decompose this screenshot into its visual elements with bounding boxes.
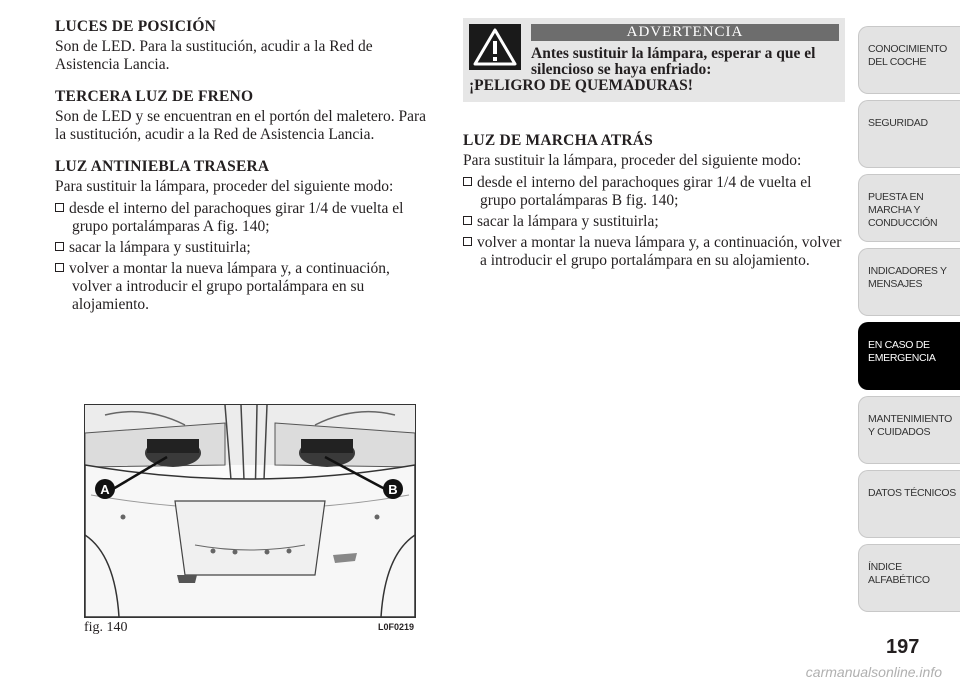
tab-puesta-en-marcha[interactable]: PUESTA EN MARCHA Y CONDUCCIÓN (858, 174, 960, 242)
figure-number: fig. 140 (84, 620, 128, 635)
steps-list (55, 200, 427, 314)
checkbox-bullet-icon (463, 177, 472, 186)
tab-indicadores-y-mensajes[interactable]: INDICADORES Y MENSAJES (858, 248, 960, 316)
section-rear-fog-light (55, 158, 427, 314)
section-title: LUCES DE POSICIÓN (55, 18, 217, 35)
list-item: volver a montar la nueva lámpara y, a continuación, volver a introducir el grupo portalámpara en su alojamiento. (463, 234, 845, 270)
section-position-lights (55, 18, 427, 74)
list-item: volver a montar la nueva lámpara y, a continuación, volver a introducir el grupo portalámpara en su alojamiento. (55, 260, 427, 314)
checkbox-bullet-icon (55, 242, 64, 251)
list-item: sacar la lámpara y sustituirla; (55, 239, 427, 257)
tab-mantenimiento-y-cuidados[interactable]: MANTENIMIENTO Y CUIDADOS (858, 396, 960, 464)
section-body: Para sustituir la lámpara, proceder del siguiente modo: (463, 152, 802, 169)
section-body: Para sustituir la lámpara, proceder del siguiente modo: (55, 178, 394, 195)
warning-text: Antes sustituir la lámpara, esperar a que el silencioso se haya enfriado: ¡PELIGRO DE QUEMADURAS! (469, 45, 816, 94)
tab-datos-tecnicos[interactable]: DATOS TÉCNICOS (858, 470, 960, 538)
list-item: desde el interno del parachoques girar 1/4 de vuelta el grupo portalámparas A fig. 140; (55, 200, 427, 236)
callout-label-b: B (388, 482, 398, 497)
figure-rear-bumper-illustration (84, 404, 416, 618)
section-body: Son de LED y se encuentran en el portón del maletero. Para la sustitución, acudir a la Red de Asistencia Lancia. (55, 108, 427, 143)
watermark: carmanualsonline.info (805, 664, 942, 680)
page-number: 197 (886, 636, 920, 658)
tab-conocimiento-del-coche[interactable]: CONOCIMIENTO DEL COCHE (858, 26, 960, 94)
tab-indice-alfabetico[interactable]: ÍNDICE ALFABÉTICO (858, 544, 960, 612)
figure-code: L0F0219 (377, 622, 414, 632)
checkbox-bullet-icon (55, 203, 64, 212)
checkbox-bullet-icon (55, 263, 64, 272)
list-item: sacar la lámpara y sustituirla; (463, 213, 845, 231)
section-title: LUZ ANTINIEBLA TRASERA (55, 158, 270, 175)
section-title: LUZ DE MARCHA ATRÁS (463, 132, 653, 149)
section-reverse-light (463, 132, 845, 270)
warning-title: ADVERTENCIA (531, 24, 839, 41)
section-third-brake-light (55, 88, 427, 144)
checkbox-bullet-icon (463, 237, 472, 246)
steps-list (463, 174, 845, 270)
section-title: TERCERA LUZ DE FRENO (55, 88, 254, 105)
figure-caption (84, 620, 414, 636)
warning-triangle-icon (469, 24, 521, 70)
list-item: desde el interno del parachoques girar 1/4 de vuelta el grupo portalámparas B fig. 140; (463, 174, 845, 210)
checkbox-bullet-icon (463, 216, 472, 225)
tab-seguridad[interactable]: SEGURIDAD (858, 100, 960, 168)
right-column (463, 18, 845, 282)
warning-box (463, 18, 845, 102)
callout-label-a: A (100, 482, 110, 497)
section-body: Son de LED. Para la sustitución, acudir a la Red de Asistencia Lancia. (55, 38, 373, 73)
tab-en-caso-de-emergencia[interactable]: EN CASO DE EMERGENCIA (858, 322, 960, 390)
left-column (55, 18, 427, 326)
chapter-tabs (858, 26, 960, 618)
